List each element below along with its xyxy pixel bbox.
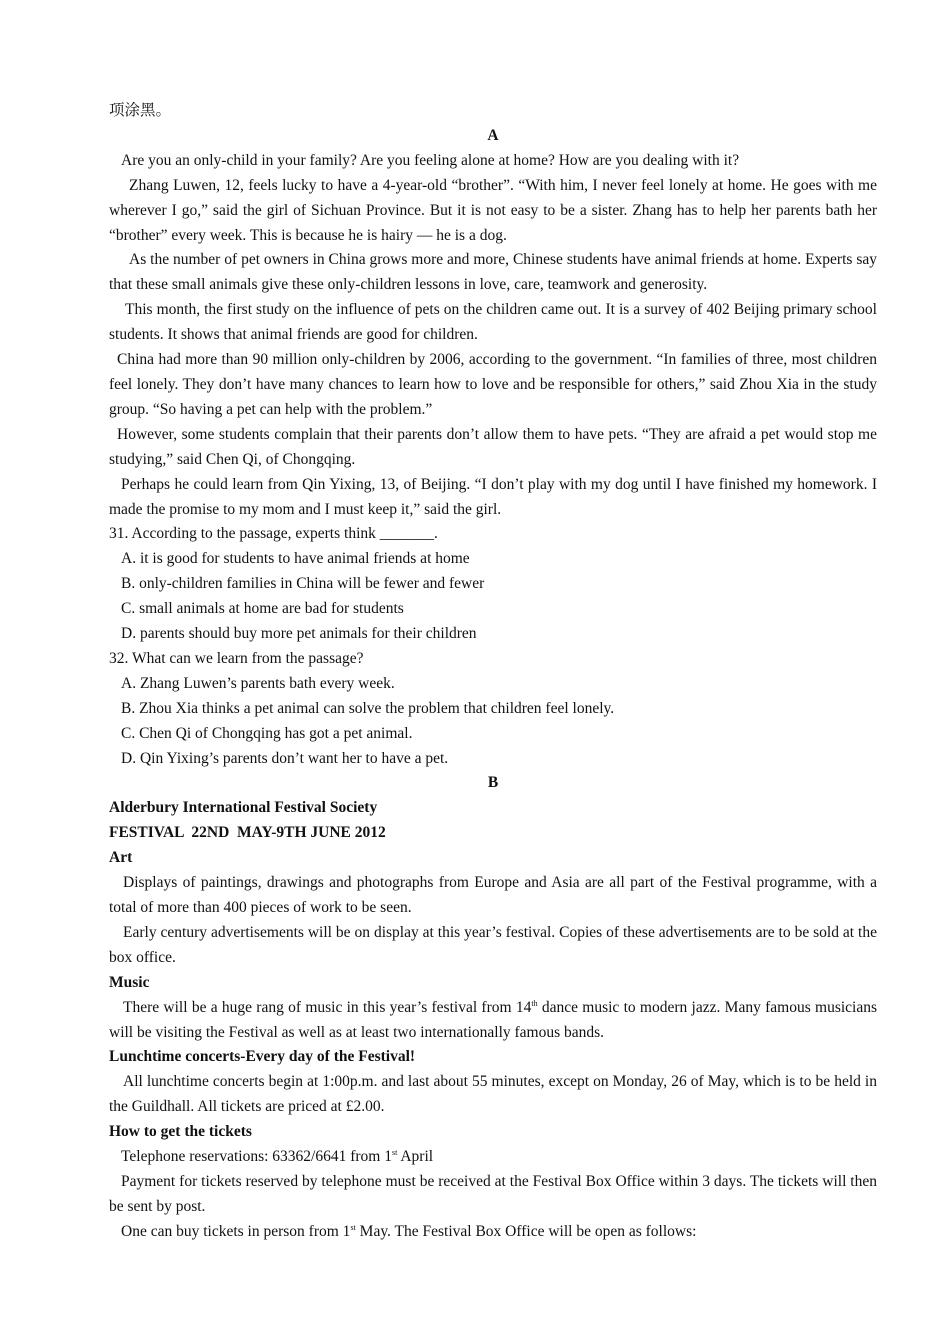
answer-option-c: C. small animals at home are bad for students — [121, 600, 404, 618]
answer-option-b: B. Zhou Xia thinks a pet animal can solve the problem that children feel lonely. — [121, 699, 615, 717]
answer-option-d: D. parents should buy more pet animals for their children — [121, 625, 477, 643]
answer-option-a: A. it is good for students to have animal friends at home — [121, 550, 470, 568]
passage-a-paragraph-2: Zhang Luwen, 12, feels lucky to have a 4-year-old “brother”. “With him, I never feel lonely at home. He goes with me wherever I go,” said the girl of Sichuan Province. But it is not easy to be a sister. Zhang has to help her parents bath her “brother” every week. This is because he is hairy — he is a dog. — [109, 176, 877, 244]
festival-dates: FESTIVAL 22ND MAY-9TH JUNE 2012 — [109, 824, 386, 842]
art-paragraph-1: Displays of paintings, drawings and photographs from Europe and Asia are all part of the Festival programme, with a total of more than 400 pieces of work to be seen. — [109, 874, 877, 916]
passage-a-paragraph-4: This month, the first study on the influence of pets on the children came out. It is a survey of 402 Beijing primary school students. It shows that animal friends are good for children. — [109, 301, 877, 344]
telephone-text-start: Telephone reservations: 63362/6641 from 1 — [121, 1148, 392, 1166]
passage-a-paragraph-1: Are you an only-child in your family? Are you feeling alone at home? How are you dealing with it? — [121, 151, 740, 169]
art-paragraph-2: Early century advertisements will be on display at this year’s festival. Copies of these advertisements are to be sold at the box office. — [109, 923, 877, 966]
question-stem: 32. What can we learn from the passage? — [109, 649, 364, 667]
passage-a-paragraph-7: Perhaps he could learn from Qin Yixing, 13, of Beijing. “I don’t play with my dog until I have finished my homework. I made the promise to my mom and I must keep it,” said the girl. — [109, 475, 877, 518]
lunchtime-concerts-heading: Lunchtime concerts-Every day of the Festival! — [109, 1048, 416, 1066]
answer-option-d: D. Qin Yixing’s parents don’t want her to have a pet. — [121, 749, 449, 767]
art-heading: Art — [109, 849, 133, 867]
question-stem: 31. According to the passage, experts think _______. — [109, 525, 438, 543]
music-heading: Music — [109, 973, 150, 991]
lunchtime-paragraph: All lunchtime concerts begin at 1:00p.m. and last about 55 minutes, except on Monday, 26 of May, which is to be held in the Guildhall. All tickets are priced at £2.00. — [109, 1073, 877, 1116]
tickets-heading: How to get the tickets — [109, 1123, 252, 1141]
exam-page — [109, 99, 877, 1245]
music-text-start: There will be a huge rang of music in this year’s festival from 14 — [123, 998, 532, 1016]
in-person-text-start: One can buy tickets in person from 1 — [121, 1222, 351, 1240]
in-person-text-end: May. The Festival Box Office will be open as follows: — [355, 1222, 697, 1240]
telephone-text-end: April — [397, 1148, 434, 1166]
music-paragraph — [109, 996, 877, 1046]
music-text-end: dance music to modern jazz. Many famous musicians will be visiting the Festival as well as at least two internationally famous bands. — [109, 998, 878, 1041]
ordinal-suffix: st — [391, 1148, 398, 1158]
instruction-tail: 项涂黑。 — [109, 102, 172, 119]
festival-society-title: Alderbury International Festival Society — [109, 799, 378, 817]
passage-a-paragraph-3: As the number of pet owners in China grows more and more, Chinese students have animal friends at home. Experts say that these small animals give these only-children lessons in love, care, teamwork and generosity. — [109, 251, 877, 294]
section-b-heading: B — [487, 774, 499, 792]
answer-option-b: B. only-children families in China will be fewer and fewer — [121, 575, 485, 593]
payment-paragraph: Payment for tickets reserved by telephone must be received at the Festival Box Office within 3 days. The tickets will then be sent by post. — [109, 1172, 877, 1215]
section-a-heading: A — [487, 126, 499, 144]
answer-option-a: A. Zhang Luwen’s parents bath every week. — [121, 674, 395, 692]
question-32 — [109, 647, 877, 772]
passage-a-paragraph-6: However, some students complain that their parents don’t allow them to have pets. “They are afraid a pet would stop me studying,” said Chen Qi, of Chongqing. — [109, 425, 877, 468]
answer-option-c: C. Chen Qi of Chongqing has got a pet animal. — [121, 724, 413, 742]
ordinal-suffix: st — [350, 1222, 356, 1232]
buy-in-person — [109, 1220, 877, 1245]
telephone-reservations — [109, 1145, 877, 1170]
passage-a-paragraph-5: China had more than 90 million only-children by 2006, according to the government. “In families of three, most children feel lonely. They don’t have many chances to learn how to love and be responsible for others,” said Zhou Xia in the study group. “So having a pet can help with the problem.” — [109, 351, 877, 418]
question-31 — [109, 522, 877, 647]
ordinal-suffix: th — [531, 998, 538, 1008]
